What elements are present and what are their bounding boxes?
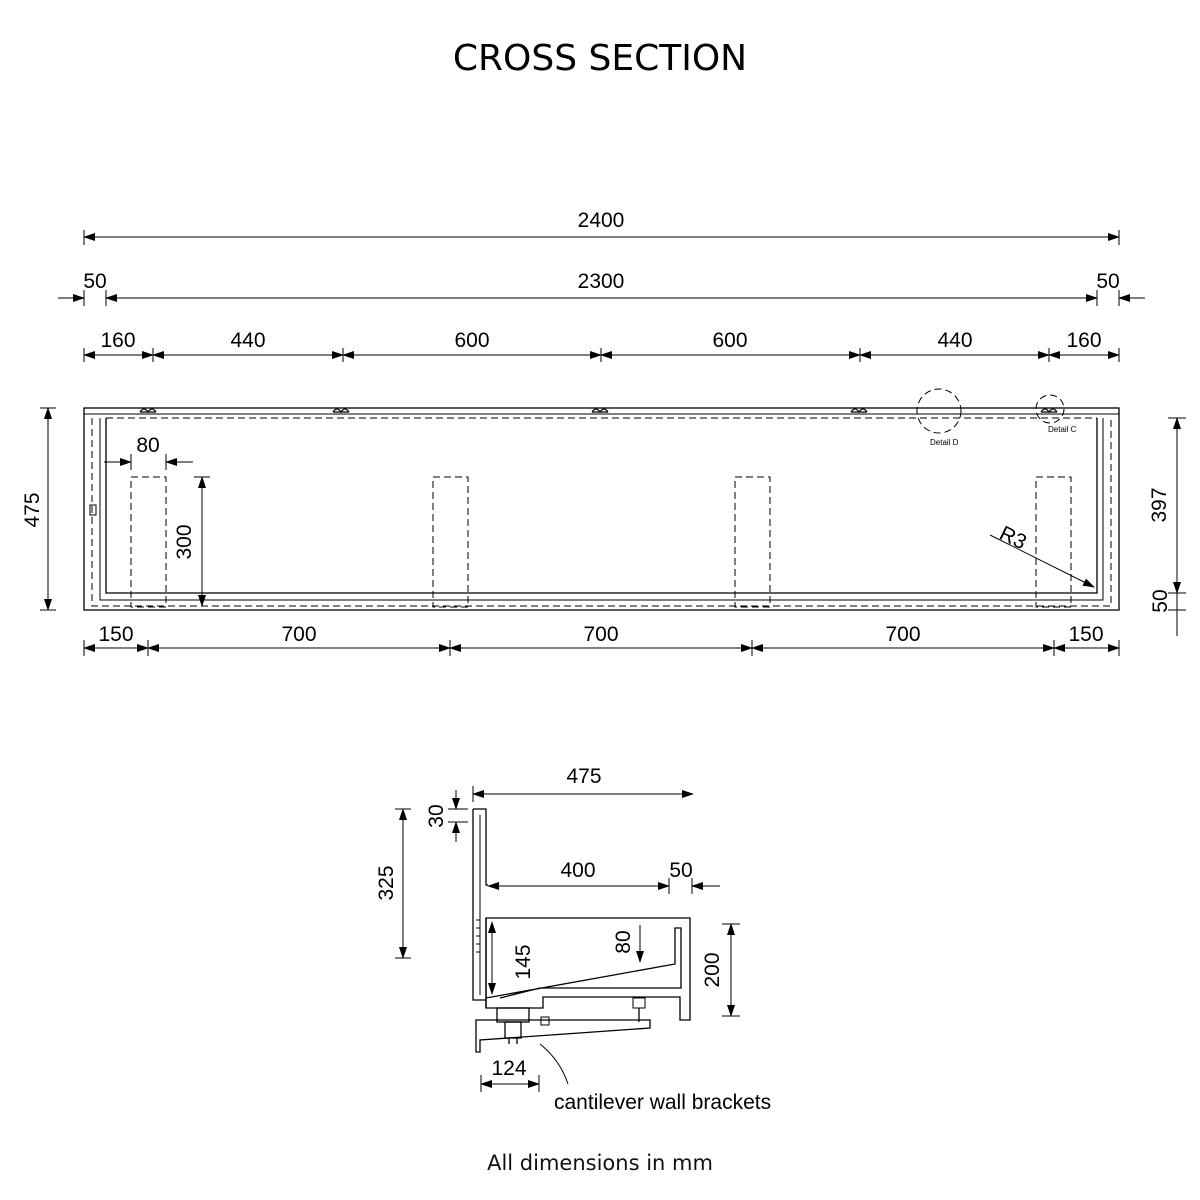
detail-d-circle [917, 389, 961, 433]
basin-outline [84, 408, 1119, 610]
detail-d-label: Detail D [930, 438, 959, 447]
svg-text:80: 80 [136, 434, 160, 457]
svg-text:200: 200 [701, 952, 724, 988]
svg-text:300: 300 [173, 524, 196, 560]
dashed-slots [131, 477, 1071, 607]
svg-text:440: 440 [230, 329, 266, 352]
svg-text:700: 700 [885, 623, 921, 646]
svg-text:600: 600 [454, 329, 490, 352]
dimension-height [21, 408, 56, 610]
dimension-basin [488, 859, 720, 894]
svg-text:325: 325 [375, 865, 398, 901]
svg-text:475: 475 [21, 492, 44, 528]
page-title: CROSS SECTION [452, 38, 748, 79]
svg-text:475: 475 [566, 765, 602, 788]
svg-text:600: 600 [712, 329, 748, 352]
dimension-inner [58, 270, 1145, 306]
svg-text:160: 160 [100, 329, 136, 352]
plan-view [84, 389, 1119, 610]
svg-text:2300: 2300 [577, 270, 625, 293]
dimension-front-height [701, 924, 740, 1016]
svg-text:440: 440 [937, 329, 973, 352]
dimension-slot-width [104, 434, 193, 470]
detail-c-circle [1036, 395, 1064, 423]
radius-label: R3 [995, 521, 1031, 555]
dimension-drop [492, 922, 535, 994]
svg-text:30: 30 [425, 804, 448, 828]
svg-text:50: 50 [1096, 270, 1120, 293]
dimension-top-segments [84, 329, 1119, 362]
svg-text:700: 700 [281, 623, 317, 646]
svg-text:50: 50 [669, 859, 693, 882]
section-view [473, 809, 693, 1084]
dimension-bottom-segments [84, 623, 1119, 656]
svg-text:150: 150 [1068, 623, 1104, 646]
svg-text:397: 397 [1148, 487, 1171, 523]
svg-text:2400: 2400 [577, 209, 625, 232]
fixing-points [140, 409, 1057, 412]
units-note: All dimensions in mm [487, 1151, 713, 1175]
svg-text:145: 145 [512, 944, 535, 980]
dimension-right-heights [1148, 418, 1186, 636]
svg-text:160: 160 [1066, 329, 1102, 352]
svg-text:400: 400 [560, 859, 596, 882]
svg-text:150: 150 [98, 623, 134, 646]
bracket-label: cantilever wall brackets [554, 1091, 772, 1114]
dimension-depth [473, 765, 693, 802]
dimension-lip [425, 790, 468, 842]
svg-text:80: 80 [612, 930, 635, 954]
svg-text:124: 124 [491, 1057, 527, 1080]
dimension-overall [84, 209, 1119, 245]
svg-text:700: 700 [583, 623, 619, 646]
dimension-slot-height [173, 477, 210, 606]
dimension-back-height [375, 809, 411, 958]
svg-text:50: 50 [1149, 589, 1172, 613]
dimension-inner [612, 925, 640, 962]
svg-text:50: 50 [83, 270, 107, 293]
detail-c-label: Detail C [1048, 425, 1077, 434]
dimension-waste [481, 1057, 539, 1092]
